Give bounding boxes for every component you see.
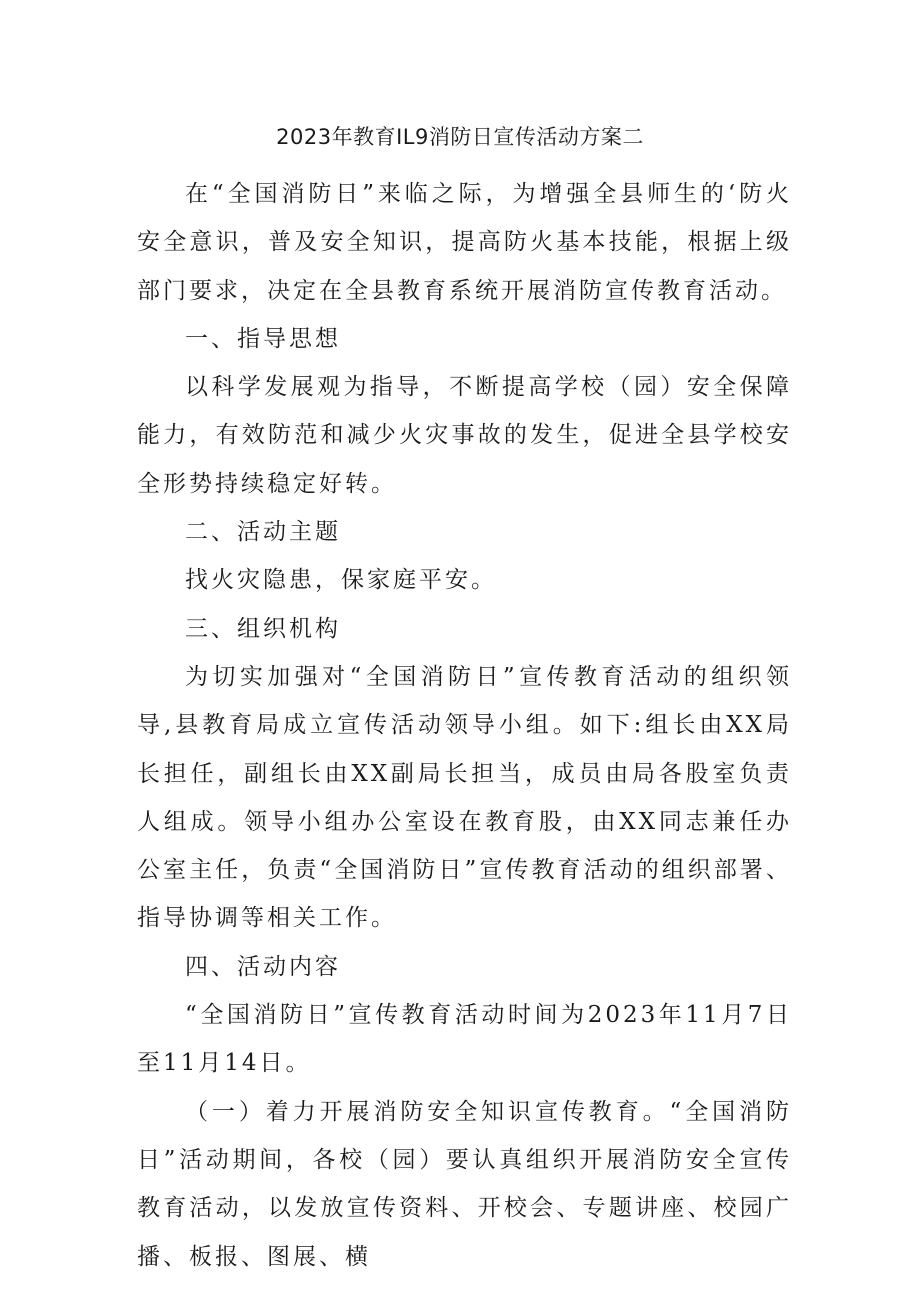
- activity-content-item-1-paragraph: （一）着力开展消防安全知识宣传教育。“全国消防日”活动期间，各校（园）要认真组织开展消防安全宣传教育活动，以发放宣传资料、开校会、专题讲座、校园广播、板报、图展、横: [137, 1098, 792, 1270]
- intro-paragraph: 在“全国消防日”来临之际，为增强全县师生的‘防火安全意识，普及安全知识，提高防火基本技能，根据上级部门要求，决定在全县教育系统开展消防宣传教育活动。: [137, 181, 792, 304]
- activity-theme-paragraph: 找火灾隐患，保家庭平安。: [185, 567, 497, 594]
- document-body: [137, 170, 792, 1281]
- activity-time-paragraph: “全国消防日”宣传教育活动时间为2023年11月7日至11月14日。: [137, 1002, 792, 1077]
- guiding-ideology-paragraph: 以科学发展观为指导，不断提高学校（园）安全保障能力，有效防范和减少火灾事故的发生，促进全县学校安全形势持续稳定好转。: [137, 374, 792, 497]
- section-heading-activity-content: 四、活动内容: [185, 953, 341, 980]
- section-heading-guiding-ideology: 一、指导思想: [185, 325, 341, 352]
- section-heading-organization: 三、组织机构: [185, 615, 341, 642]
- section-heading-activity-theme: 二、活动主题: [185, 519, 341, 546]
- document-title: 2023年教育IL9消防日宣传活动方案二: [276, 125, 644, 149]
- organization-paragraph: 为切实加强对“全国消防日”宣传教育活动的组织领导,县教育局成立宣传活动领导小组。如下:组长由XX局长担任，副组长由XX副局长担当，成员由局各股室负责人组成。领导小组办公室设在教育股，由XX同志兼任办公室主任，负责“全国消防日”宣传教育活动的组织部署、指导协调等相关工作。: [137, 663, 792, 932]
